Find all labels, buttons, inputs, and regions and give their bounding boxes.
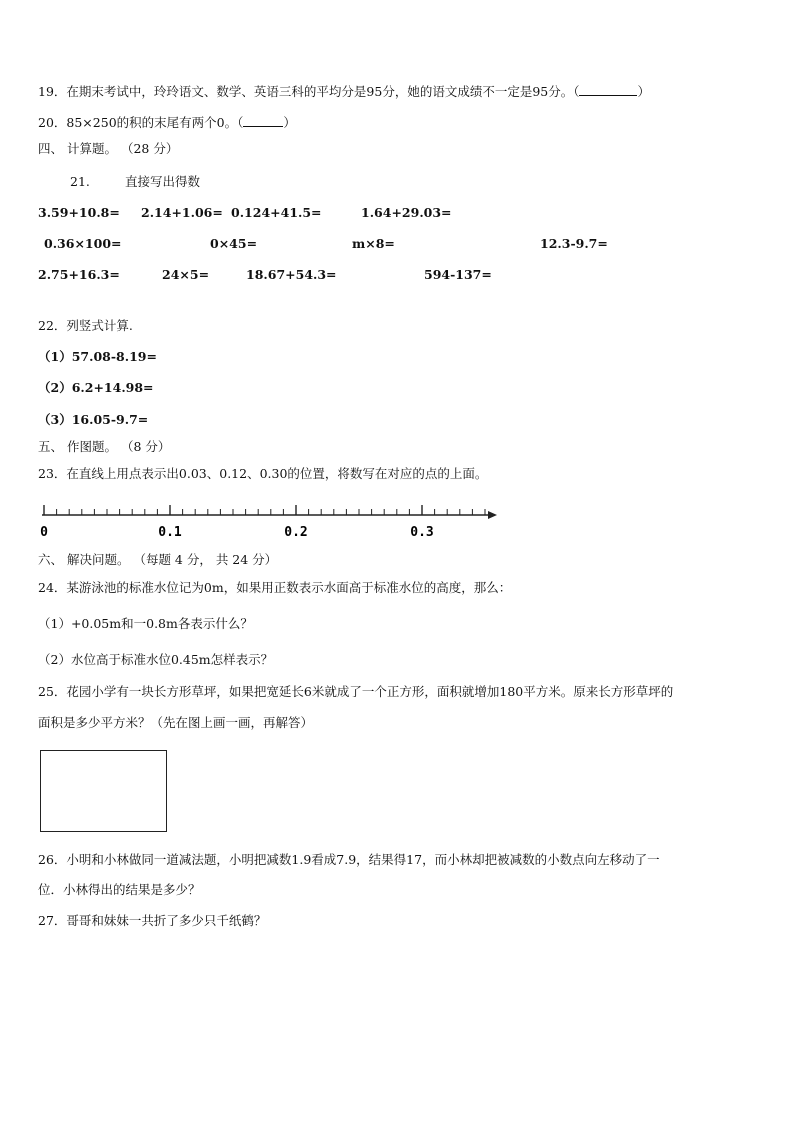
calc-item: 1.64+29.03= — [361, 205, 452, 220]
q22-item: （1）57.08-8.19= — [38, 349, 157, 364]
lawn-rectangle-figure[interactable] — [40, 750, 167, 832]
section-4-title: 四、 计算题。 （28 分） — [38, 141, 179, 156]
calc-item: 594-137= — [424, 267, 492, 282]
q21-number: 21. — [70, 174, 90, 189]
number-line-label: 0.1 — [158, 525, 182, 540]
number-line[interactable] — [40, 500, 500, 542]
q19-answer-blank[interactable] — [579, 84, 637, 96]
q25-line2: 面积是多少平方米？（先在图上画一画，再解答） — [38, 715, 314, 730]
calc-item: m×8= — [352, 236, 395, 251]
section-6-title: 六、 解决问题。 （每题 4 分， 共 24 分） — [38, 552, 278, 567]
q20-number: 20． — [38, 115, 67, 130]
q19-text: 在期末考试中，玲玲语文、数学、英语三科的平均分是95分，她的语文成绩不一定是95分。（ — [66, 84, 580, 99]
q22-item: （2）6.2+14.98= — [38, 380, 154, 395]
q24-item: （1）+0.05m和一0.8m各表示什么？ — [38, 616, 253, 631]
number-line-label: 0 — [40, 525, 48, 540]
calc-item: 12.3-9.7= — [540, 236, 608, 251]
q26-line2: 位．小林得出的结果是多少？ — [38, 882, 201, 897]
calc-item: 3.59+10.8= — [38, 205, 120, 220]
q27-text: 27．哥哥和妹妹一共折了多少只千纸鹤？ — [38, 913, 267, 928]
number-line-ticks — [44, 505, 485, 515]
q20-text: 85×250的积的末尾有两个0。（ — [66, 115, 244, 130]
q25-line1: 25．花园小学有一块长方形草坪，如果把宽延长6米就成了一个正方形，面积就增加180平方米。原来长方形草坪的 — [38, 684, 674, 699]
q24-text: 24．某游泳池的标准水位记为0m，如果用正数表示水面高于标准水位的高度，那么： — [38, 580, 512, 595]
number-line-label: 0.3 — [410, 525, 434, 540]
q26-line1: 26．小明和小林做同一道减法题，小明把减数1.9看成7.9，结果得17，而小林却把被减数的小数点向左移动了一 — [38, 852, 660, 867]
q22-title: 22．列竖式计算. — [38, 318, 133, 333]
question-19 — [38, 84, 650, 100]
calc-item: 2.75+16.3= — [38, 267, 120, 282]
q20-answer-blank[interactable] — [243, 115, 283, 127]
calc-item: 2.14+1.06= — [141, 205, 223, 220]
calc-item: 0×45= — [210, 236, 258, 251]
arrow-right-icon — [488, 511, 497, 519]
calc-item: 0.36×100= — [44, 236, 122, 251]
q22-item: （3）16.05-9.7= — [38, 412, 149, 427]
section-5-title: 五、 作图题。 （8 分） — [38, 439, 171, 454]
q21-title: 直接写出得数 — [125, 174, 201, 189]
number-line-label: 0.2 — [284, 525, 308, 540]
q23-text: 23．在直线上用点表示出0.03、0.12、0.30的位置，将数写在对应的点的上面。 — [38, 466, 488, 481]
calc-item: 24×5= — [162, 267, 210, 282]
q20-close: ） — [283, 115, 296, 130]
question-20 — [38, 115, 296, 131]
calc-item: 0.124+41.5= — [231, 205, 322, 220]
q24-item: （2）水位高于标准水位0.45m怎样表示？ — [38, 652, 274, 667]
calc-item: 18.67+54.3= — [246, 267, 337, 282]
q19-number: 19． — [38, 84, 67, 99]
q19-close: ） — [637, 84, 650, 99]
